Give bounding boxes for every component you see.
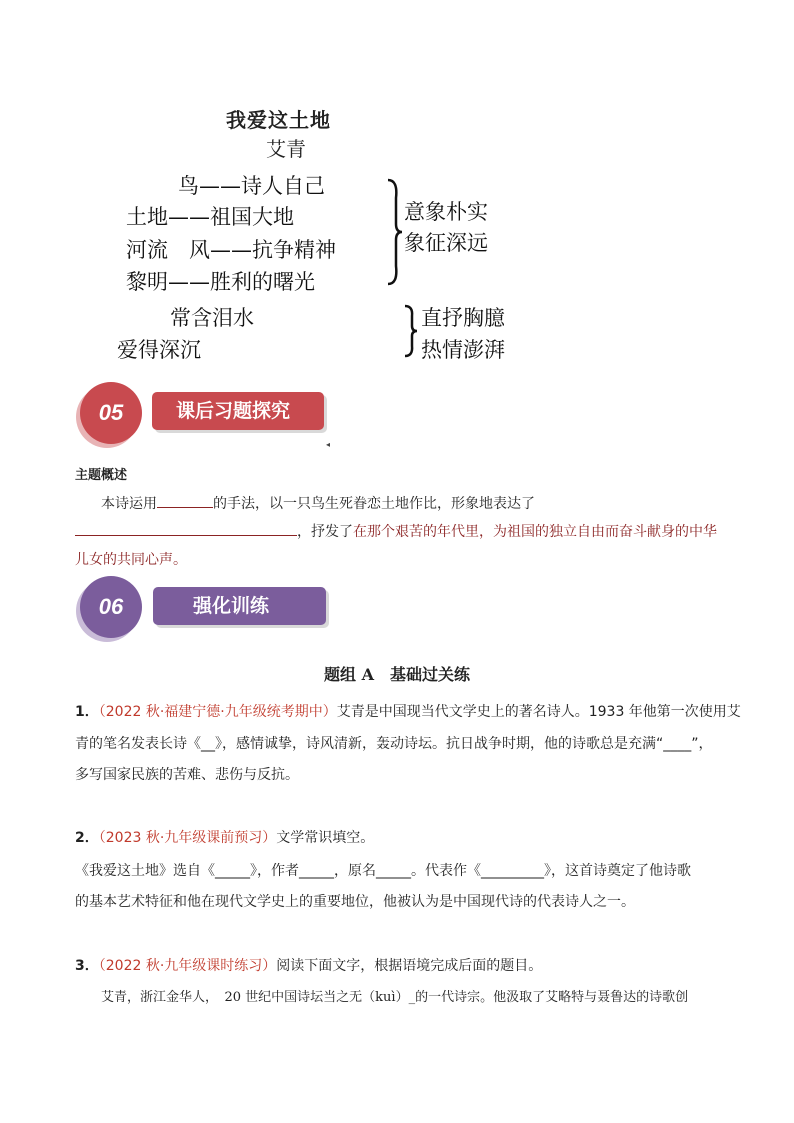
- question-1-number: 1．: [75, 704, 99, 720]
- section-06-number: 06: [80, 576, 142, 638]
- question-2-line-3: 的基本艺术特征和他在现代文学史上的重要地位，他被认为是中国现代诗的代表诗人之一。: [75, 894, 635, 910]
- theme-paragraph-line-2: [75, 518, 717, 546]
- imagery-note-2: 象征深远: [404, 231, 488, 255]
- theme-text-b: 的手法，以一只鸟生死眷恋土地作比，形象地表达了: [213, 496, 535, 512]
- question-1-line-3: 多写国家民族的苦难、悲伤与反抗。: [75, 767, 299, 783]
- question-3-number: 3．: [75, 958, 99, 974]
- question-3: [75, 952, 542, 980]
- question-2-line-2: 《我爱这土地》选自《_____》，作者_____，原名_____。代表作《_________》，这首诗奠定了他诗歌: [75, 863, 691, 879]
- theme-answer-red-2: 儿女的共同心声。: [75, 552, 187, 568]
- question-1-line-1: 艾青是中国现当代文学史上的著名诗人。1933 年他第一次使用艾: [336, 704, 741, 720]
- expression-note-2: 热情澎湃: [421, 338, 505, 362]
- section-05-number: 05: [80, 382, 142, 444]
- section-05-label: 课后习题探究: [152, 392, 324, 430]
- question-2-source: （2023 秋·九年级课前预习）: [98, 830, 277, 846]
- question-2-line-1: 文学常识填空。: [276, 830, 375, 846]
- poem-title: 我爱这土地: [226, 108, 331, 132]
- question-1-source: （2022 秋·福建宁德·九年级统考期中）: [98, 704, 337, 720]
- theme-text-c: ，抒发了: [297, 524, 353, 540]
- theme-heading: 主题概述: [75, 468, 128, 483]
- section-06-label: 强化训练: [153, 587, 326, 625]
- fill-blank-expression[interactable]: [75, 519, 297, 536]
- fill-blank-technique[interactable]: [157, 491, 213, 508]
- right-brace-1: [384, 178, 404, 286]
- emotion-line-2: 爱得深沉: [117, 338, 201, 362]
- theme-text-a: 本诗运用: [101, 496, 157, 512]
- imagery-note-1: 意象朴实: [404, 200, 488, 224]
- theme-answer-red-1: 在那个艰苦的年代里，为祖国的独立自由而奋斗献身的中华: [353, 524, 717, 540]
- small-triangle-icon: ◂: [326, 440, 331, 449]
- expression-note-1: 直抒胸臆: [421, 306, 505, 330]
- poem-image-line-4: 黎明——胜利的曙光: [126, 270, 315, 294]
- right-brace-2: [402, 304, 420, 358]
- emotion-line-1: 常含泪水: [170, 306, 254, 330]
- poem-author: 艾青: [266, 137, 306, 161]
- question-3-source: （2022 秋·九年级课时练习）: [98, 958, 277, 974]
- poem-image-line-3: 河流 风——抗争精神: [126, 238, 336, 262]
- question-3-line-1: 阅读下面文字，根据语境完成后面的题目。: [276, 958, 543, 974]
- question-2: [75, 824, 374, 852]
- question-1-line-2: 青的笔名发表长诗《__》，感情诚挚，诗风清新，轰动诗坛。抗日战争时期，他的诗歌总是充满“____”，: [75, 736, 713, 752]
- poem-image-line-1: 鸟——诗人自己: [178, 174, 325, 198]
- group-a-title: 题组 A 基础过关练: [324, 665, 470, 684]
- poem-image-line-2: 土地——祖国大地: [126, 205, 294, 229]
- question-1: [75, 698, 741, 726]
- question-3-passage-line-1: 艾青，浙江金华人， 20 世纪中国诗坛当之无（kuì）_的一代诗宗。他汲取了艾略特与聂鲁达的诗歌创: [101, 990, 689, 1005]
- theme-paragraph-line-1: [101, 490, 535, 518]
- question-2-number: 2．: [75, 830, 99, 846]
